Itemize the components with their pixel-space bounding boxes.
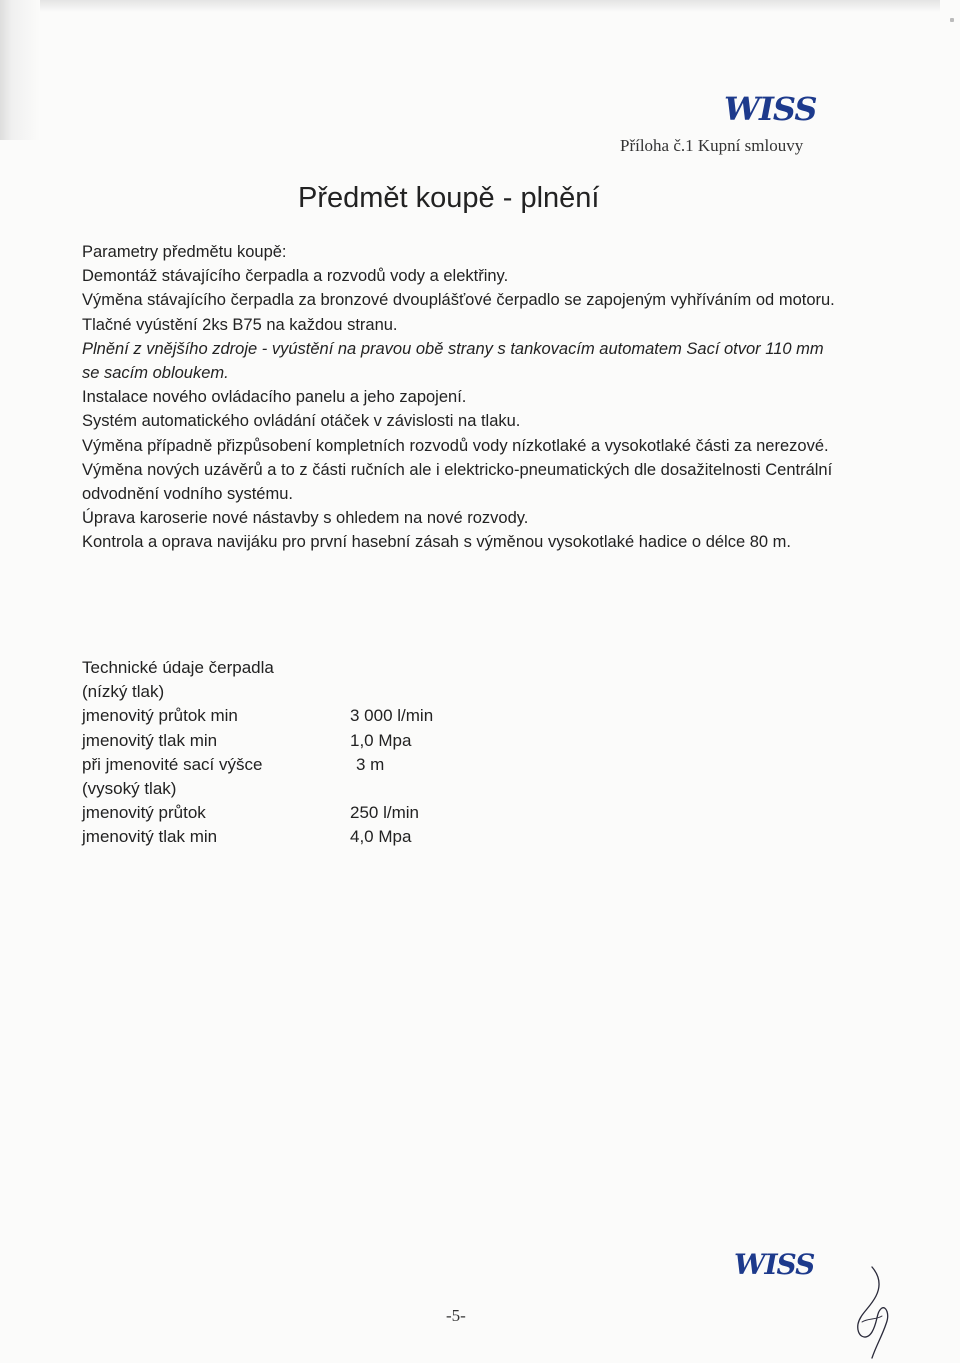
spec-label: jmenovitý průtok bbox=[82, 803, 206, 823]
scan-shadow-edge bbox=[0, 0, 40, 140]
body-paragraph: Demontáž stávajícího čerpadla a rozvodů vody a elektřiny. bbox=[82, 267, 509, 286]
scan-shadow-top bbox=[40, 0, 940, 12]
body-paragraph: Parametry předmětu koupě: bbox=[82, 243, 287, 261]
body-paragraph: Instalace nového ovládacího panelu a jeho zapojení. bbox=[82, 388, 467, 407]
spec-label: jmenovitý tlak min bbox=[82, 730, 218, 750]
spec-label: Technické údaje čerpadla bbox=[82, 658, 274, 677]
body-paragraph: Tlačné vyústění 2ks B75 na každou stranu. bbox=[82, 315, 398, 334]
handwritten-signature bbox=[832, 1262, 912, 1362]
spec-label: (nízký tlak) bbox=[82, 682, 165, 702]
body-paragraph: Výměna stávajícího čerpadla za bronzové dvouplášťové čerpadlo se zapojeným vyhříváním od motoru. bbox=[82, 291, 835, 310]
spec-value: 1,0 Mpa bbox=[350, 730, 412, 750]
footer-logo: WISS bbox=[734, 1248, 815, 1281]
body-paragraph: Výměna nových uzávěrů a to z části ručních ale i elektricko-pneumatických dle dosažitelnosti Centrální odvodnění vodního systému. bbox=[82, 460, 833, 504]
appendix-label: Příloha č.1 Kupní smlouvy bbox=[620, 136, 804, 155]
body-paragraph: Kontrola a oprava navijáku pro první hasební zásah s výměnou vysokotlaké hadice o délce 80 m. bbox=[82, 533, 791, 552]
spec-label: jmenovitý tlak min bbox=[82, 827, 218, 847]
spec-value: 4,0 Mpa bbox=[350, 827, 412, 847]
spec-value: 3 000 l/min bbox=[350, 706, 434, 726]
body-paragraph: Plnění z vnějšího zdroje - vyústění na pravou obě strany s tankovacím automatem Sací otvor 110 mm se sacím obloukem. bbox=[82, 339, 824, 383]
spec-label: (vysoký tlak) bbox=[82, 778, 177, 798]
company-logo: WISS bbox=[724, 90, 817, 128]
body-paragraph: Systém automatického ovládání otáček v závislosti na tlaku. bbox=[82, 412, 521, 431]
spec-value: 250 l/min bbox=[350, 803, 419, 823]
subject-description bbox=[82, 240, 837, 555]
spec-label: při jmenovité sací výšce bbox=[82, 754, 263, 774]
page-number: -5- bbox=[446, 1306, 466, 1325]
body-paragraph: Úprava karoserie nové nástavby s ohledem na nové rozvody. bbox=[82, 509, 529, 528]
scan-speck bbox=[950, 18, 954, 22]
page-title: Předmět koupě - plnění bbox=[298, 182, 600, 214]
body-paragraph: Výměna případně přizpůsobení kompletních rozvodů vody nízkotlaké a vysokotlaké části za nerezové. bbox=[82, 436, 829, 455]
spec-label: jmenovitý průtok min bbox=[82, 706, 238, 726]
spec-value: 3 m bbox=[356, 754, 385, 774]
